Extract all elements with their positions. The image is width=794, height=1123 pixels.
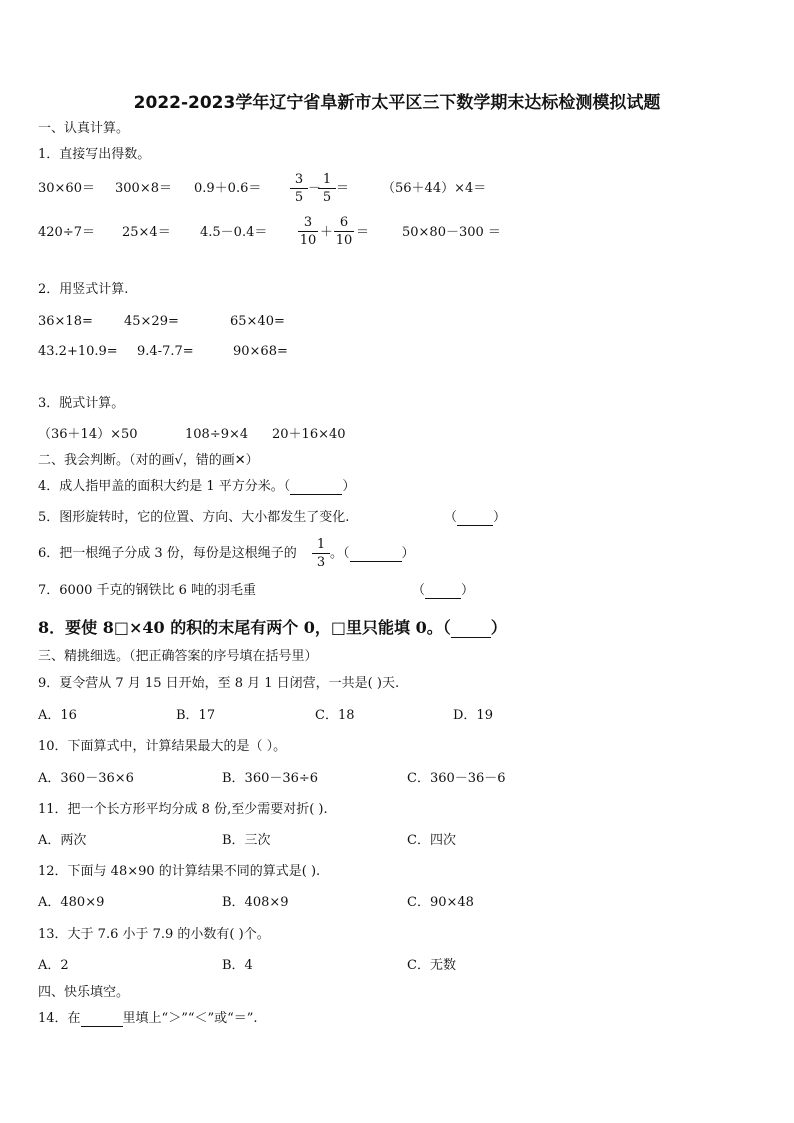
q1-r1-fraction-2 — [318, 172, 336, 205]
q4-close: ） — [342, 479, 356, 494]
q9-option-d[interactable]: D．19 — [453, 708, 493, 723]
fraction-numerator: 1 — [322, 172, 332, 187]
q2-r1-b: 45×29= — [124, 314, 179, 329]
fraction-denominator: 10 — [335, 233, 353, 248]
answer-blank[interactable] — [81, 1013, 123, 1027]
q11-option-c[interactable]: C．四次 — [407, 833, 456, 848]
fraction-bar — [312, 553, 330, 554]
q1-r1-fraction-1 — [290, 172, 308, 205]
fraction-bar — [290, 188, 308, 189]
q9-text: 9．夏令营从 7 月 15 日开始，至 8 月 1 日闭营，一共是( )天. — [38, 676, 400, 691]
q6-answer — [330, 546, 415, 562]
q1-r2-fraction-1 — [298, 215, 318, 248]
answer-blank[interactable] — [290, 481, 342, 495]
close-paren: ） — [493, 510, 507, 525]
q12-option-c[interactable]: C．90×48 — [407, 895, 474, 910]
fraction-denominator: 5 — [294, 190, 304, 205]
q1-r2-b: 25×4＝ — [122, 225, 171, 240]
q5-text: 5．图形旋转时，它的位置、方向、大小都发生了变化. — [38, 510, 350, 525]
q3-b: 108÷9×4 — [185, 427, 249, 442]
q3-c: 20＋16×40 — [272, 427, 346, 442]
q6-after: 。（ — [330, 546, 350, 561]
q11-option-a[interactable]: A．两次 — [38, 833, 87, 848]
open-paren: （ — [444, 510, 458, 525]
q12-option-b[interactable]: B．408×9 — [222, 895, 289, 910]
section-1-heading: 一、认真计算。 — [38, 121, 130, 136]
fraction-numerator: 3 — [303, 215, 313, 230]
fraction-bar — [334, 231, 354, 232]
fraction-bar — [298, 231, 318, 232]
q13-option-c[interactable]: C．无数 — [407, 958, 456, 973]
answer-blank[interactable] — [451, 621, 491, 638]
fraction-numerator: 3 — [294, 172, 304, 187]
q1-r1-minus: － — [308, 181, 322, 196]
q5-answer — [444, 510, 506, 526]
q3-label: 3．脱式计算。 — [38, 396, 125, 411]
q13-text: 13．大于 7.6 小于 7.9 的小数有( )个。 — [38, 927, 270, 942]
q1-r2-fraction-2 — [334, 215, 354, 248]
q8-close: ） — [490, 618, 507, 637]
q6-text: 6．把一根绳子分成 3 份，每份是这根绳子的 — [38, 546, 297, 561]
q8-text: 8．要使 8□×40 的积的末尾有两个 0，□里只能填 0。（ — [38, 618, 451, 637]
close-paren: ） — [401, 546, 415, 561]
fraction-bar — [318, 188, 336, 189]
q10-option-b[interactable]: B．360－36÷6 — [222, 771, 319, 786]
q2-r1-a: 36×18= — [38, 314, 93, 329]
section-2-heading: 二、我会判断。（对的画√，错的画✕） — [38, 453, 259, 468]
page-title: 2022-2023学年辽宁省阜新市太平区三下数学期末达标检测模拟试题 — [133, 93, 661, 113]
q1-r2-eq: ＝ — [356, 225, 370, 240]
q9-option-b[interactable]: B．17 — [176, 708, 216, 723]
q1-r1-a: 30×60＝ — [38, 181, 95, 196]
q1-r1-c: 0.9＋0.6＝ — [194, 181, 262, 196]
q4-text: 4．成人指甲盖的面积大约是 1 平方分米。（ — [38, 479, 291, 494]
fraction-denominator: 5 — [322, 190, 332, 205]
q1-r2-c: 4.5－0.4＝ — [200, 225, 268, 240]
q6-fraction — [312, 537, 330, 570]
close-paren: ） — [461, 583, 475, 598]
q13-option-b[interactable]: B．4 — [222, 958, 253, 973]
q2-label: 2．用竖式计算. — [38, 282, 129, 297]
fraction-denominator: 3 — [316, 555, 326, 570]
fraction-numerator: 1 — [316, 537, 326, 552]
fraction-numerator: 6 — [339, 215, 349, 230]
fraction-denominator: 10 — [299, 233, 317, 248]
q9-option-a[interactable]: A．16 — [38, 708, 77, 723]
q14-after: 里填上“＞”“＜”或“＝”. — [122, 1011, 258, 1026]
q1-label: 1．直接写出得数。 — [38, 147, 151, 162]
section-3-heading: 三、精挑细选。（把正确答案的序号填在括号里） — [38, 649, 318, 664]
q1-r1-e: （56＋44）×4＝ — [382, 181, 487, 196]
q2-r2-a: 43.2+10.9= — [38, 344, 118, 359]
section-4-heading: 四、快乐填空。 — [38, 985, 130, 1000]
q12-text: 12．下面与 48×90 的计算结果不同的算式是( ). — [38, 864, 321, 879]
q10-text: 10．下面算式中，计算结果最大的是（ ）。 — [38, 739, 287, 754]
q2-r2-c: 90×68= — [233, 344, 288, 359]
q9-option-c[interactable]: C．18 — [315, 708, 355, 723]
q13-option-a[interactable]: A．2 — [38, 958, 69, 973]
q1-r2-plus: ＋ — [320, 225, 334, 240]
q3-a: （36＋14）×50 — [38, 427, 138, 442]
q10-option-c[interactable]: C．360－36－6 — [407, 771, 506, 786]
q11-option-b[interactable]: B．三次 — [222, 833, 271, 848]
answer-blank[interactable] — [350, 548, 402, 562]
q10-option-a[interactable]: A．360－36×6 — [38, 771, 134, 786]
q7-answer — [412, 583, 474, 599]
q11-text: 11．把一个长方形平均分成 8 份,至少需要对折( ). — [38, 802, 328, 817]
q8 — [38, 618, 507, 638]
answer-blank[interactable] — [457, 512, 493, 526]
q1-r2-a: 420÷7＝ — [38, 225, 95, 240]
q1-r2-e: 50×80－300 ＝ — [402, 225, 501, 240]
q1-r1-b: 300×8＝ — [115, 181, 172, 196]
q7-text: 7．6000 千克的钢铁比 6 吨的羽毛重 — [38, 583, 257, 598]
q1-r1-eq: ＝ — [336, 181, 350, 196]
q14-before: 14．在 — [38, 1011, 81, 1026]
answer-blank[interactable] — [425, 585, 461, 599]
q2-r2-b: 9.4-7.7= — [137, 344, 194, 359]
q4 — [38, 479, 355, 495]
q14 — [38, 1011, 258, 1027]
q12-option-a[interactable]: A．480×9 — [38, 895, 105, 910]
open-paren: （ — [412, 583, 426, 598]
q2-r1-c: 65×40= — [230, 314, 285, 329]
